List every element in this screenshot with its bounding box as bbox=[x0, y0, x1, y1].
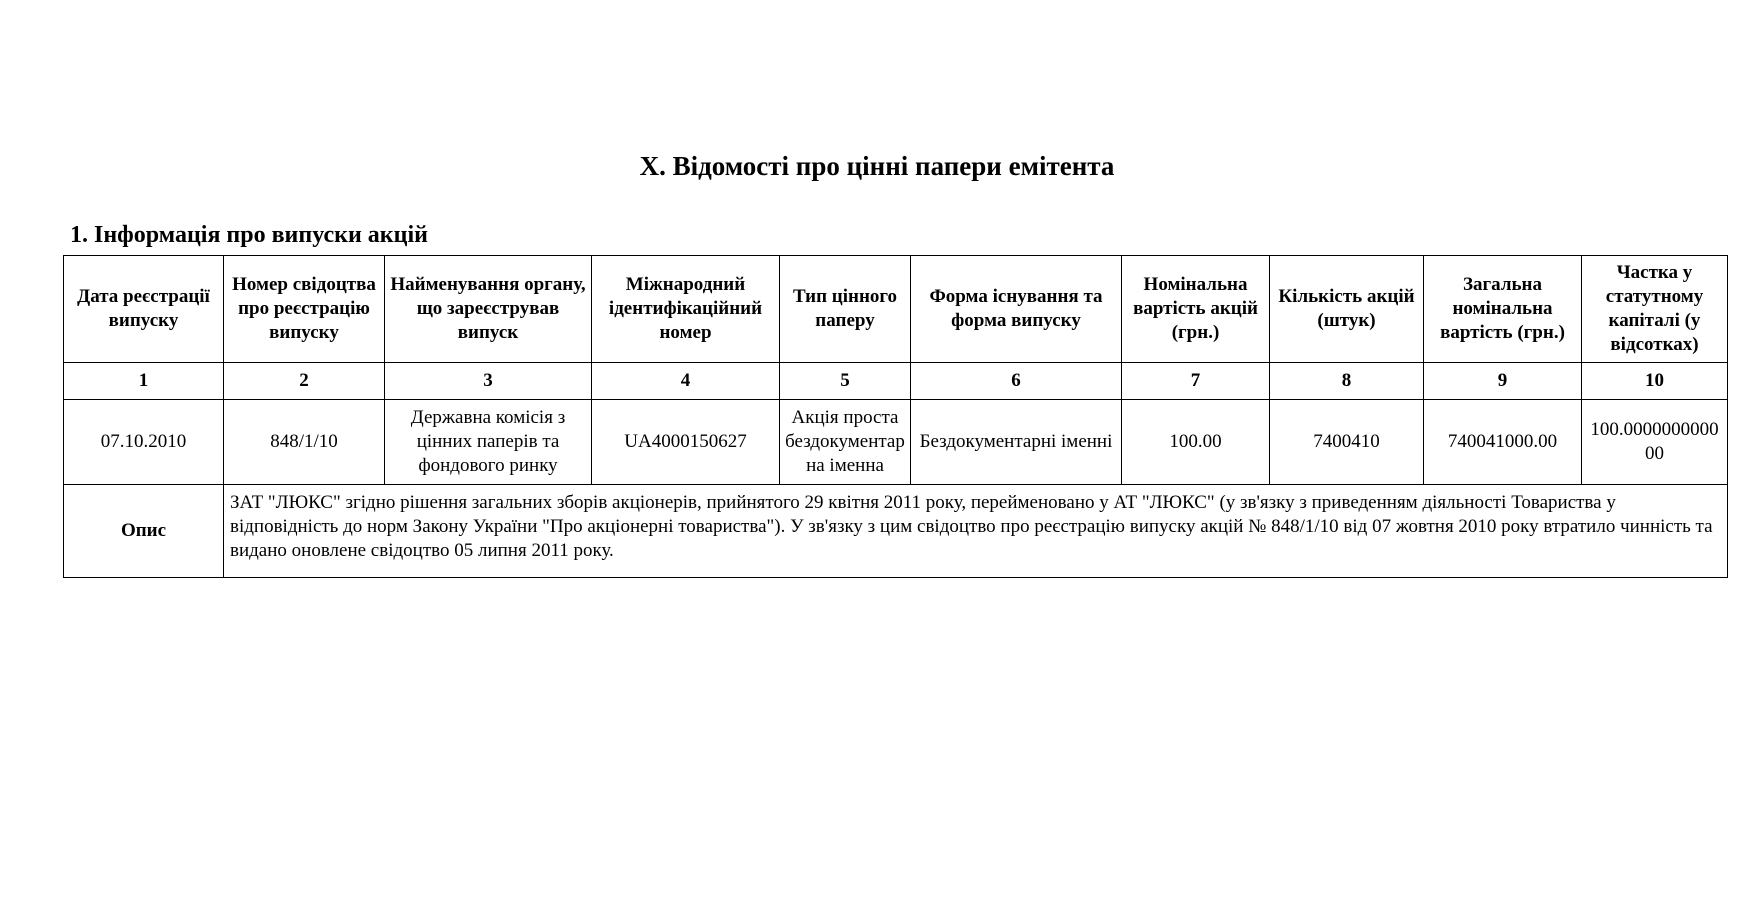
share-issues-table bbox=[63, 255, 1728, 578]
header-isin: Міжнародний ідентифікаційний номер bbox=[592, 256, 780, 363]
column-number: 7 bbox=[1122, 363, 1270, 400]
cell-share-count: 7400410 bbox=[1270, 400, 1424, 485]
cell-isin: UA4000150627 bbox=[592, 400, 780, 485]
header-nominal-value: Номінальна вартість акцій (грн.) bbox=[1122, 256, 1270, 363]
section-title: 1. Інформація про випуски акцій bbox=[70, 222, 428, 248]
cell-security-type: Акція проста бездокументарна іменна bbox=[780, 400, 911, 485]
column-number: 5 bbox=[780, 363, 911, 400]
header-registration-date: Дата реєстрації випуску bbox=[64, 256, 224, 363]
header-share-count: Кількість акцій (штук) bbox=[1270, 256, 1424, 363]
table-row bbox=[64, 400, 1728, 485]
cell-total-nominal-value: 740041000.00 bbox=[1424, 400, 1582, 485]
header-registering-authority: Найменування органу, що зареєстрував випуск bbox=[385, 256, 592, 363]
column-number: 2 bbox=[224, 363, 385, 400]
column-number: 6 bbox=[911, 363, 1122, 400]
column-number: 8 bbox=[1270, 363, 1424, 400]
column-number: 1 bbox=[64, 363, 224, 400]
description-text: ЗАТ "ЛЮКС" згідно рішення загальних зборів акціонерів, прийнятого 29 квітня 2011 року, перейменовано у АТ "ЛЮКС" (у зв'язку з приведенням діяльності Товариства у відповідність до норм Закону України "Про акціонерні товариства"). У зв'язку з цим свідоцтво про реєстрацію випуску акцій № 848/1/10 від 07 жовтня 2010 року втратило чинність та видано оновлене свідоцтво 05 липня 2011 року. bbox=[224, 485, 1728, 578]
cell-capital-share: 100.000000000000 bbox=[1582, 400, 1728, 485]
header-capital-share: Частка у статутному капіталі (у відсотках) bbox=[1582, 256, 1728, 363]
header-security-type: Тип цінного паперу bbox=[780, 256, 911, 363]
column-number: 9 bbox=[1424, 363, 1582, 400]
column-number: 4 bbox=[592, 363, 780, 400]
page-title: X. Відомості про цінні папери емітента bbox=[639, 151, 1115, 181]
header-certificate-number: Номер свідоцтва про реєстрацію випуску bbox=[224, 256, 385, 363]
column-number: 3 bbox=[385, 363, 592, 400]
cell-form: Бездокументарні іменні bbox=[911, 400, 1122, 485]
header-total-nominal-value: Загальна номінальна вартість (грн.) bbox=[1424, 256, 1582, 363]
description-row bbox=[64, 485, 1728, 578]
column-number: 10 bbox=[1582, 363, 1728, 400]
table-header-row bbox=[64, 256, 1728, 363]
cell-registration-date: 07.10.2010 bbox=[64, 400, 224, 485]
cell-nominal-value: 100.00 bbox=[1122, 400, 1270, 485]
description-label: Опис bbox=[64, 485, 224, 578]
cell-certificate-number: 848/1/10 bbox=[224, 400, 385, 485]
column-number-row bbox=[64, 363, 1728, 400]
cell-registering-authority: Державна комісія з цінних паперів та фондового ринку bbox=[385, 400, 592, 485]
header-form: Форма існування та форма випуску bbox=[911, 256, 1122, 363]
